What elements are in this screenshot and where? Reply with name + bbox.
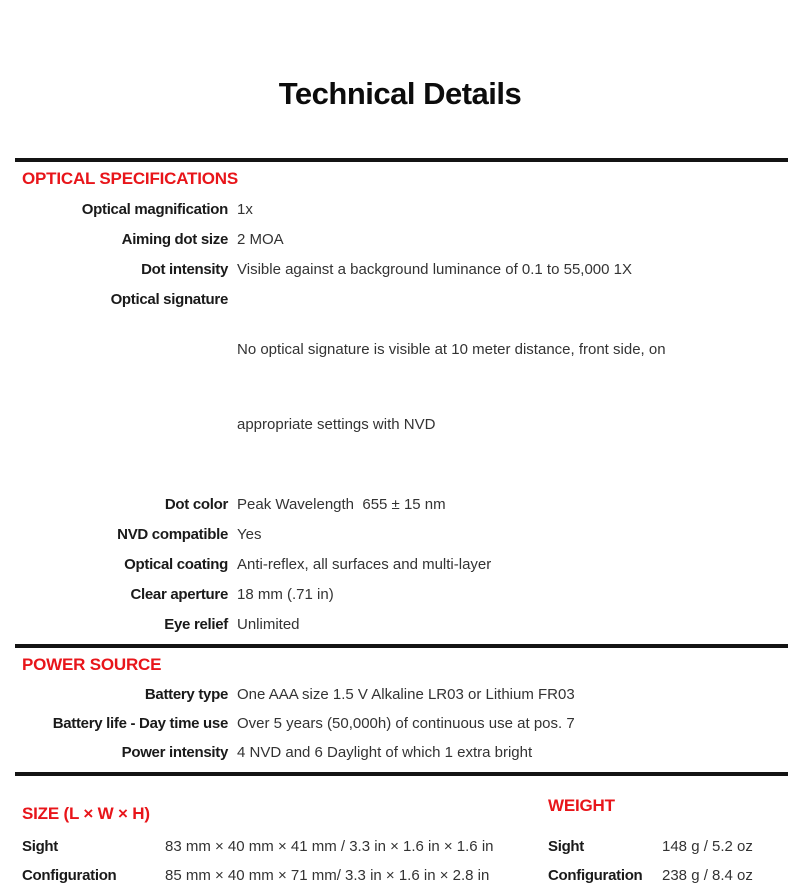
spec-row xyxy=(0,257,800,282)
optical-spec-table xyxy=(0,197,800,637)
section-heading-power: POWER SOURCE xyxy=(22,655,162,674)
size-row-sight xyxy=(22,836,532,858)
spec-label: Dot color xyxy=(164,496,228,513)
spec-value xyxy=(237,287,666,487)
weight-section xyxy=(532,796,800,894)
spec-value: Unlimited xyxy=(237,616,300,633)
spec-value-line-2: appropriate settings with NVD xyxy=(237,416,436,433)
spec-value: Peak Wavelength 655 ± 15 nm xyxy=(237,496,446,513)
spec-row xyxy=(0,287,800,487)
size-weight-area xyxy=(0,796,800,894)
spec-row xyxy=(0,742,800,763)
spec-row xyxy=(0,612,800,637)
kv-value: 83 mm × 40 mm × 41 mm / 3.3 in × 1.6 in × 1.6 in xyxy=(165,838,494,855)
spec-value: 1x xyxy=(237,201,253,218)
weight-row-configuration xyxy=(548,865,800,887)
spec-label: Battery life - Day time use xyxy=(52,715,228,732)
spec-label: Dot intensity xyxy=(141,261,228,278)
kv-label: Sight xyxy=(22,838,58,855)
spec-value: 4 NVD and 6 Daylight of which 1 extra bright xyxy=(237,744,533,761)
kv-value: 238 g / 8.4 oz xyxy=(662,867,753,884)
size-row-configuration xyxy=(22,865,532,887)
spec-value: Yes xyxy=(237,526,262,543)
spec-value: 18 mm (.71 in) xyxy=(237,586,334,603)
spec-label: Aiming dot size xyxy=(121,231,228,248)
spec-row xyxy=(0,227,800,252)
kv-label: Configuration xyxy=(548,867,643,884)
power-spec-table xyxy=(0,684,800,763)
horizontal-rule xyxy=(15,644,788,648)
spec-label: Eye relief xyxy=(164,616,228,633)
spec-value: Visible against a background luminance of 0.1 to 55,000 1X xyxy=(237,261,632,278)
spec-row xyxy=(0,492,800,517)
spec-row xyxy=(0,197,800,222)
kv-value: 85 mm × 40 mm × 71 mm/ 3.3 in × 1.6 in × 2.8 in xyxy=(165,867,490,884)
spec-row xyxy=(0,552,800,577)
spec-label: Optical signature xyxy=(110,291,228,308)
spec-value-line-1: No optical signature is visible at 10 meter distance, front side, on xyxy=(237,341,666,358)
spec-value: Over 5 years (50,000h) of continuous use at pos. 7 xyxy=(237,715,575,732)
spec-label: Clear aperture xyxy=(130,586,228,603)
spec-row xyxy=(0,582,800,607)
weight-heading: WEIGHT xyxy=(548,796,615,815)
spec-label: Optical magnification xyxy=(81,201,228,218)
horizontal-rule xyxy=(15,772,788,776)
spec-label: Battery type xyxy=(144,686,228,703)
spec-value: 2 MOA xyxy=(237,231,284,248)
page-title: Technical Details xyxy=(278,76,522,111)
size-section xyxy=(0,796,532,894)
spec-sheet-page xyxy=(0,76,800,884)
kv-label: Configuration xyxy=(22,867,117,884)
spec-label: Optical coating xyxy=(124,556,228,573)
size-heading: SIZE (L × W × H) xyxy=(22,804,150,823)
spec-row xyxy=(0,713,800,734)
weight-row-sight xyxy=(548,836,800,858)
kv-value: 148 g / 5.2 oz xyxy=(662,838,753,855)
spec-row xyxy=(0,522,800,547)
spec-label: NVD compatible xyxy=(117,526,228,543)
spec-label: Power intensity xyxy=(121,744,228,761)
kv-label: Sight xyxy=(548,838,584,855)
section-heading-optical: OPTICAL SPECIFICATIONS xyxy=(22,169,238,188)
horizontal-rule xyxy=(15,158,788,162)
spec-value: Anti-reflex, all surfaces and multi-layer xyxy=(237,556,492,573)
spec-value: One AAA size 1.5 V Alkaline LR03 or Lithium FR03 xyxy=(237,686,575,703)
spec-row xyxy=(0,684,800,705)
